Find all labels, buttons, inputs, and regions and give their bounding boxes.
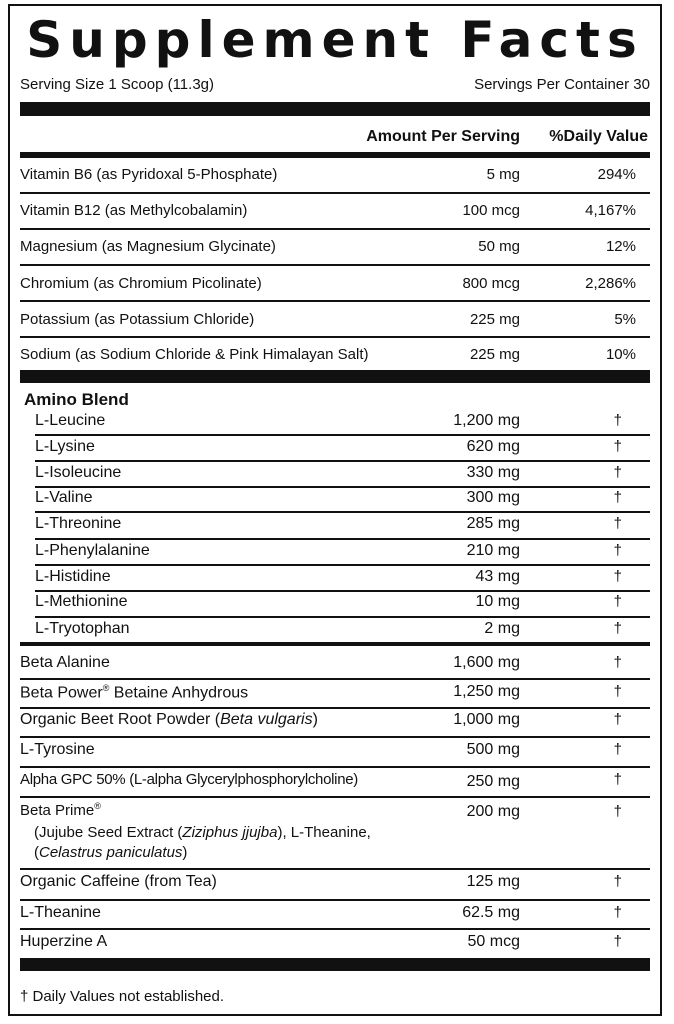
- vitamin-amount: 225 mg: [469, 311, 520, 328]
- amino-item-name: L-Valine: [35, 489, 93, 506]
- ingredient-dv: †: [613, 683, 622, 700]
- thick-divider: [20, 958, 650, 971]
- vitamin-dv: 5%: [614, 311, 636, 328]
- row-divider: [35, 564, 650, 566]
- ingredient-name: Organic Caffeine (from Tea): [20, 873, 217, 890]
- row-divider: [20, 796, 650, 798]
- row-divider: [20, 928, 650, 930]
- row-divider: [20, 766, 650, 768]
- vitamin-name: Chromium (as Chromium Picolinate): [20, 275, 262, 292]
- ingredient-dv: †: [613, 933, 622, 950]
- vitamin-amount: 800 mcg: [462, 275, 520, 292]
- ingredient-dv: †: [613, 904, 622, 921]
- amino-item-amount: 330 mg: [466, 464, 520, 481]
- page-title: Supplement Facts: [26, 11, 644, 69]
- row-divider: [35, 486, 650, 488]
- latin-name: Celastrus paniculatus: [39, 844, 183, 861]
- servings-per-container: Servings Per Container 30: [474, 76, 650, 93]
- amino-item-amount: 43 mg: [475, 568, 520, 585]
- registered-mark: ®: [102, 683, 110, 693]
- registered-mark: ®: [94, 801, 101, 811]
- row-divider: [20, 336, 650, 338]
- row-divider: [35, 460, 650, 462]
- amino-item-name: L-Threonine: [35, 515, 122, 532]
- amino-item-dv: †: [613, 515, 622, 532]
- ingredient-dv: †: [613, 771, 622, 788]
- amino-item-amount: 10 mg: [475, 593, 520, 610]
- vitamin-amount: 100 mcg: [462, 202, 520, 219]
- ingredient-amount: 125 mg: [466, 873, 520, 890]
- vitamin-dv: 2,286%: [585, 275, 636, 292]
- row-divider: [20, 678, 650, 680]
- latin-name: Ziziphus jjujba: [182, 824, 278, 841]
- vitamin-amount: 5 mg: [486, 166, 520, 183]
- amino-item-name: L-Histidine: [35, 568, 111, 585]
- vitamin-dv: 12%: [605, 238, 636, 255]
- ingredient-name-part: Organic Beet Root Powder (: [20, 711, 221, 728]
- row-divider: [20, 899, 650, 901]
- amino-item-dv: †: [613, 620, 622, 637]
- vitamin-name: Sodium (as Sodium Chloride & Pink Himalayan Salt): [20, 346, 369, 363]
- amino-item-name: L-Lysine: [35, 438, 95, 455]
- amino-item-amount: 210 mg: [466, 542, 520, 559]
- amino-item-dv: †: [613, 438, 622, 455]
- vitamin-name: Vitamin B12 (as Methylcobalamin): [20, 202, 248, 219]
- ingredient-subline: [34, 844, 187, 861]
- ingredient-name-part: ): [312, 711, 318, 728]
- thick-divider: [20, 370, 650, 383]
- ingredient-dv: †: [613, 654, 622, 671]
- ingredient-name: Alpha GPC 50% (L-alpha Glycerylphosphorylcholine): [20, 771, 358, 788]
- ingredient-amount: 1,000 mg: [453, 711, 520, 728]
- subline-part: (: [34, 844, 39, 861]
- ingredient-dv: †: [613, 803, 622, 820]
- vitamin-dv: 294%: [597, 166, 636, 183]
- ingredient-amount: 250 mg: [466, 773, 520, 790]
- ingredient-name: L-Tyrosine: [20, 741, 95, 758]
- vitamin-name: Magnesium (as Magnesium Glycinate): [20, 238, 276, 255]
- row-divider: [20, 736, 650, 738]
- ingredient-name: [20, 683, 248, 702]
- vitamin-dv: 4,167%: [585, 202, 636, 219]
- amino-item-amount: 2 mg: [484, 620, 520, 637]
- ingredient-name: Beta Alanine: [20, 654, 110, 671]
- ingredient-name-part: Beta Power: [20, 684, 103, 702]
- medium-divider: [20, 642, 650, 646]
- latin-name: Beta vulgaris: [220, 711, 313, 728]
- ingredient-dv: †: [613, 873, 622, 890]
- ingredient-name: [20, 711, 318, 729]
- amino-item-amount: 285 mg: [466, 515, 520, 532]
- row-divider: [20, 228, 650, 230]
- ingredient-subline: [34, 824, 371, 841]
- subline-part: ), L-Theanine,: [277, 824, 371, 841]
- subline-part: (Jujube Seed Extract (: [34, 824, 183, 841]
- thick-divider: [20, 102, 650, 116]
- medium-divider: [20, 152, 650, 158]
- amino-blend-title: Amino Blend: [24, 390, 129, 409]
- row-divider: [35, 616, 650, 618]
- ingredient-amount: 1,250 mg: [453, 683, 520, 700]
- amino-item-amount: 300 mg: [466, 489, 520, 506]
- row-divider: [35, 590, 650, 592]
- amino-item-dv: †: [613, 593, 622, 610]
- amino-item-name: L-Tryotophan: [35, 620, 130, 637]
- row-divider: [20, 192, 650, 194]
- ingredient-amount: 62.5 mg: [462, 904, 520, 921]
- supplement-facts-panel: [8, 4, 662, 1016]
- dv-header: %Daily Value: [549, 128, 648, 145]
- amino-item-name: L-Methionine: [35, 593, 128, 610]
- ingredient-dv: †: [613, 741, 622, 758]
- amino-item-name: L-Isoleucine: [35, 464, 122, 481]
- ingredient-amount: 200 mg: [466, 803, 520, 820]
- row-divider: [20, 868, 650, 870]
- vitamin-name: Vitamin B6 (as Pyridoxal 5-Phosphate): [20, 166, 278, 183]
- amino-item-amount: 620 mg: [466, 438, 520, 455]
- row-divider: [35, 511, 650, 513]
- amino-item-dv: †: [613, 489, 622, 506]
- amino-item-dv: †: [613, 412, 622, 429]
- serving-size: Serving Size 1 Scoop (11.3g): [20, 76, 214, 93]
- row-divider: [20, 707, 650, 709]
- ingredient-dv: †: [613, 711, 622, 728]
- footnote: † Daily Values not established.: [20, 988, 225, 1005]
- amino-item-dv: †: [613, 464, 622, 481]
- row-divider: [20, 300, 650, 302]
- ingredient-amount: 50 mcg: [467, 933, 520, 950]
- row-divider: [20, 264, 650, 266]
- row-divider: [35, 538, 650, 540]
- vitamin-name: Potassium (as Potassium Chloride): [20, 311, 255, 328]
- ingredient-amount: 500 mg: [466, 741, 520, 758]
- amino-item-name: L-Phenylalanine: [35, 542, 150, 559]
- ingredient-name: Huperzine A: [20, 933, 108, 950]
- amino-item-name: L-Leucine: [35, 412, 106, 429]
- ingredient-name: L-Theanine: [20, 904, 101, 921]
- ingredient-name-part: Beta Prime: [20, 802, 95, 819]
- vitamin-amount: 50 mg: [478, 238, 520, 255]
- vitamin-amount: 225 mg: [469, 346, 520, 363]
- ingredient-name: [20, 801, 101, 819]
- amino-item-dv: †: [613, 568, 622, 585]
- amino-item-dv: †: [613, 542, 622, 559]
- ingredient-name-part: Betaine Anhydrous: [109, 684, 249, 702]
- amino-item-amount: 1,200 mg: [453, 412, 520, 429]
- row-divider: [35, 434, 650, 436]
- amount-header: Amount Per Serving: [366, 128, 520, 145]
- subline-part: ): [182, 844, 188, 861]
- ingredient-amount: 1,600 mg: [453, 654, 520, 671]
- vitamin-dv: 10%: [605, 346, 636, 363]
